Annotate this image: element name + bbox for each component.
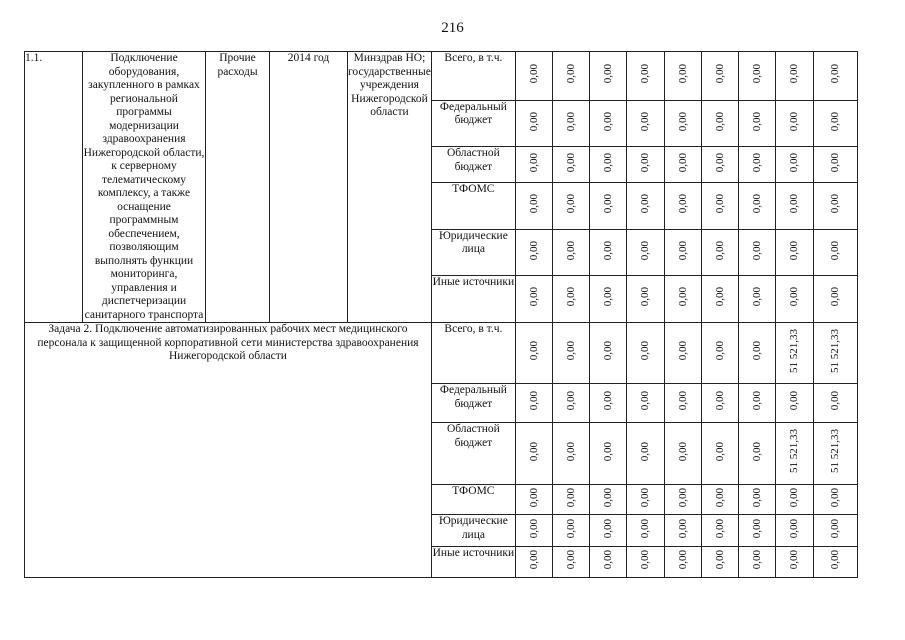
source-label: Областной бюджет: [431, 423, 515, 485]
value-text: 0,00: [601, 111, 614, 131]
value-text: 0,00: [713, 518, 726, 538]
value-text: 0,00: [639, 193, 652, 214]
value-text: 0,00: [564, 391, 577, 411]
value-cell: [813, 423, 857, 485]
value-cell: [664, 547, 701, 578]
value-cell: [813, 547, 857, 578]
value-text: 0,00: [750, 441, 763, 461]
value-text: 0,00: [639, 341, 652, 361]
value-cell: [589, 276, 626, 323]
source-label: Всего, в т.ч.: [431, 323, 515, 384]
value-cell: [515, 323, 552, 384]
page-number: 216: [441, 20, 464, 36]
value-cell: [589, 384, 626, 423]
value-cell: [775, 485, 813, 515]
value-text: 0,00: [564, 63, 577, 84]
value-text: 0,00: [713, 63, 726, 84]
value-text: 0,00: [527, 550, 540, 570]
value-cell: [626, 276, 664, 323]
value-cell: [701, 423, 738, 485]
value-text: 0,00: [788, 240, 801, 260]
value-cell: [738, 100, 775, 147]
value-cell: [813, 147, 857, 183]
value-text: 0,00: [639, 518, 652, 538]
value-cell: [589, 423, 626, 485]
value-cell: [701, 52, 738, 101]
value-text: 0,00: [750, 287, 763, 307]
value-text: 0,00: [676, 487, 689, 507]
value-cell: [552, 384, 589, 423]
value-text: 0,00: [564, 287, 577, 307]
value-text: 0,00: [713, 287, 726, 307]
value-text: 0,00: [750, 550, 763, 570]
value-text: 0,00: [676, 518, 689, 538]
value-cell: [589, 100, 626, 147]
value-text: 0,00: [527, 193, 540, 214]
value-cell: [664, 52, 701, 101]
value-text: 0,00: [829, 111, 842, 131]
value-text: 0,00: [639, 111, 652, 131]
value-text: 0,00: [750, 487, 763, 507]
value-text: 0,00: [564, 240, 577, 260]
table-row: [25, 52, 858, 101]
value-cell: [515, 423, 552, 485]
value-cell: [552, 423, 589, 485]
value-cell: [813, 100, 857, 147]
value-text: 0,00: [788, 63, 801, 84]
value-text: 0,00: [829, 287, 842, 307]
source-label: Юридические лица: [431, 229, 515, 276]
value-text: 0,00: [601, 287, 614, 307]
value-text: 0,00: [639, 287, 652, 307]
value-cell: [589, 515, 626, 547]
value-cell: [626, 423, 664, 485]
value-cell: [515, 515, 552, 547]
value-cell: [701, 276, 738, 323]
value-text: 0,00: [601, 240, 614, 260]
value-text: 0,00: [829, 391, 842, 411]
value-cell: [626, 323, 664, 384]
value-text: 0,00: [639, 550, 652, 570]
value-text: 0,00: [676, 152, 689, 173]
value-cell: [813, 229, 857, 276]
source-label: ТФОМС: [431, 182, 515, 229]
value-text: 0,00: [676, 111, 689, 131]
value-cell: [626, 229, 664, 276]
value-cell: [738, 515, 775, 547]
value-text: 0,00: [601, 487, 614, 507]
value-cell: [552, 276, 589, 323]
value-cell: [701, 485, 738, 515]
value-cell: [775, 547, 813, 578]
value-cell: [701, 100, 738, 147]
value-cell: [552, 147, 589, 183]
value-text: 0,00: [750, 63, 763, 84]
expense-type: Прочие расходы: [206, 52, 270, 323]
value-text: 0,00: [676, 240, 689, 260]
source-label: Федеральный бюджет: [431, 384, 515, 423]
value-text: 0,00: [788, 550, 801, 570]
value-text: 0,00: [601, 152, 614, 173]
value-cell: [552, 100, 589, 147]
value-cell: [738, 384, 775, 423]
value-cell: [738, 52, 775, 101]
value-cell: [589, 147, 626, 183]
value-text: 0,00: [639, 240, 652, 260]
value-text: 0,00: [564, 550, 577, 570]
value-text: 0,00: [601, 391, 614, 411]
value-cell: [775, 100, 813, 147]
value-cell: [552, 485, 589, 515]
value-cell: [589, 323, 626, 384]
source-label: Федеральный бюджет: [431, 100, 515, 147]
value-cell: [515, 485, 552, 515]
value-cell: [738, 182, 775, 229]
value-text: 0,00: [564, 518, 577, 538]
value-cell: [701, 147, 738, 183]
value-text: 0,00: [713, 111, 726, 131]
value-cell: [552, 323, 589, 384]
value-text: 0,00: [829, 518, 842, 538]
value-text: 0,00: [564, 441, 577, 461]
value-cell: [813, 52, 857, 101]
value-cell: [589, 52, 626, 101]
value-text: 0,00: [788, 193, 801, 214]
value-cell: [664, 323, 701, 384]
value-cell: [626, 147, 664, 183]
table-row: [25, 323, 858, 384]
value-cell: [626, 384, 664, 423]
value-text: 0,00: [601, 518, 614, 538]
value-cell: [626, 485, 664, 515]
value-cell: [664, 229, 701, 276]
value-text: 0,00: [564, 341, 577, 361]
value-cell: [775, 52, 813, 101]
value-cell: [775, 515, 813, 547]
value-text: 0,00: [750, 111, 763, 131]
value-text: 0,00: [527, 240, 540, 260]
source-label: ТФОМС: [431, 485, 515, 515]
value-cell: [664, 423, 701, 485]
value-cell: [515, 229, 552, 276]
value-text: 0,00: [750, 240, 763, 260]
value-text: 0,00: [788, 111, 801, 131]
value-text: 0,00: [829, 193, 842, 214]
value-cell: [664, 182, 701, 229]
value-text: 0,00: [713, 341, 726, 361]
value-text: 0,00: [639, 487, 652, 507]
value-cell: [664, 515, 701, 547]
value-text: 0,00: [750, 391, 763, 411]
value-text: 0,00: [601, 63, 614, 84]
value-cell: [813, 515, 857, 547]
value-cell: [813, 384, 857, 423]
value-text: 0,00: [713, 441, 726, 461]
row-number: 1.1.: [25, 52, 83, 323]
value-cell: [515, 147, 552, 183]
value-text: 0,00: [527, 341, 540, 361]
value-cell: [589, 485, 626, 515]
source-label: Областной бюджет: [431, 147, 515, 183]
value-text: 0,00: [639, 152, 652, 173]
table-body: [25, 52, 858, 578]
value-text: 0,00: [750, 341, 763, 361]
value-cell: [701, 229, 738, 276]
value-cell: [515, 52, 552, 101]
value-text: 0,00: [788, 391, 801, 411]
value-text: 0,00: [713, 391, 726, 411]
value-text: 0,00: [788, 152, 801, 173]
value-cell: [701, 515, 738, 547]
value-cell: [738, 485, 775, 515]
value-cell: [775, 276, 813, 323]
value-text: 0,00: [713, 550, 726, 570]
value-text: 0,00: [750, 518, 763, 538]
value-text: 51 521,33: [829, 429, 842, 474]
value-cell: [515, 276, 552, 323]
value-cell: [701, 384, 738, 423]
value-text: 0,00: [601, 441, 614, 461]
value-text: 0,00: [676, 341, 689, 361]
value-cell: [775, 323, 813, 384]
value-cell: [701, 547, 738, 578]
value-text: 0,00: [829, 550, 842, 570]
value-text: 0,00: [527, 63, 540, 84]
value-cell: [589, 182, 626, 229]
value-cell: [626, 547, 664, 578]
value-text: 0,00: [750, 193, 763, 214]
value-text: 0,00: [788, 487, 801, 507]
value-cell: [589, 547, 626, 578]
source-label: Юридические лица: [431, 515, 515, 547]
value-text: 0,00: [788, 518, 801, 538]
value-text: 0,00: [713, 487, 726, 507]
value-text: 0,00: [713, 193, 726, 214]
value-text: 0,00: [564, 111, 577, 131]
value-cell: [738, 423, 775, 485]
value-cell: [552, 229, 589, 276]
value-cell: [775, 147, 813, 183]
value-cell: [813, 182, 857, 229]
value-cell: [701, 182, 738, 229]
value-text: 0,00: [788, 287, 801, 307]
value-text: 0,00: [713, 240, 726, 260]
value-text: 0,00: [829, 240, 842, 260]
value-cell: [515, 100, 552, 147]
budget-table: [24, 51, 858, 578]
value-cell: [626, 52, 664, 101]
value-text: 0,00: [639, 441, 652, 461]
value-text: 0,00: [527, 518, 540, 538]
value-text: 0,00: [639, 63, 652, 84]
value-text: 0,00: [676, 287, 689, 307]
source-label: Иные источники: [431, 547, 515, 578]
value-text: 0,00: [564, 152, 577, 173]
value-text: 0,00: [713, 152, 726, 173]
source-label: Иные источники: [431, 276, 515, 323]
value-cell: [626, 182, 664, 229]
value-cell: [738, 276, 775, 323]
value-text: 0,00: [527, 391, 540, 411]
value-cell: [701, 323, 738, 384]
value-cell: [775, 229, 813, 276]
value-text: 0,00: [527, 441, 540, 461]
value-cell: [738, 147, 775, 183]
value-cell: [515, 384, 552, 423]
value-cell: [664, 384, 701, 423]
value-cell: [813, 485, 857, 515]
value-text: 0,00: [527, 287, 540, 307]
value-text: 0,00: [829, 63, 842, 84]
value-cell: [589, 229, 626, 276]
value-cell: [552, 52, 589, 101]
value-text: 0,00: [676, 63, 689, 84]
value-cell: [813, 276, 857, 323]
value-text: 51 521,33: [788, 328, 801, 373]
value-cell: [738, 323, 775, 384]
value-text: 0,00: [527, 111, 540, 131]
value-text: 51 521,33: [829, 328, 842, 373]
value-cell: [626, 515, 664, 547]
value-cell: [515, 547, 552, 578]
value-cell: [813, 323, 857, 384]
value-cell: [552, 182, 589, 229]
executor: Минздрав НО; государственные учреждения Нижегородской области: [348, 52, 432, 323]
value-text: 0,00: [601, 550, 614, 570]
value-text: 0,00: [639, 391, 652, 411]
value-cell: [775, 182, 813, 229]
value-text: 0,00: [676, 193, 689, 214]
value-cell: [738, 229, 775, 276]
value-text: 0,00: [601, 341, 614, 361]
value-cell: [515, 182, 552, 229]
value-cell: [738, 547, 775, 578]
value-text: 0,00: [676, 391, 689, 411]
value-cell: [552, 515, 589, 547]
value-cell: [664, 100, 701, 147]
implementation-year: 2014 год: [270, 52, 348, 323]
value-text: 0,00: [829, 487, 842, 507]
value-cell: [552, 547, 589, 578]
value-text: 0,00: [564, 487, 577, 507]
value-text: 0,00: [829, 152, 842, 173]
value-cell: [775, 423, 813, 485]
value-cell: [626, 100, 664, 147]
value-cell: [775, 384, 813, 423]
task-title: Задача 2. Подключение автоматизированных рабочих мест медицинского персонала к защищенной корпоративной сети министерства здравоохранения Нижегородской области: [25, 323, 432, 578]
source-label: Всего, в т.ч.: [431, 52, 515, 101]
value-text: 0,00: [676, 550, 689, 570]
value-text: 0,00: [676, 441, 689, 461]
value-cell: [664, 147, 701, 183]
value-text: 0,00: [527, 487, 540, 507]
value-text: 0,00: [564, 193, 577, 214]
measure-description: Подключение оборудования, закупленного в рамках региональной программы модернизации здравоохранения Нижегородской области, к серверному телематическому комплексу, а также оснащение программным обеспечением, позволяющим выполнять функции мониторинга, управления и диспетчеризации санитарного транспорта: [83, 52, 205, 321]
value-text: 0,00: [527, 152, 540, 173]
value-text: 51 521,33: [788, 429, 801, 474]
value-cell: [664, 485, 701, 515]
value-text: 0,00: [750, 152, 763, 173]
value-text: 0,00: [601, 193, 614, 214]
value-cell: [664, 276, 701, 323]
